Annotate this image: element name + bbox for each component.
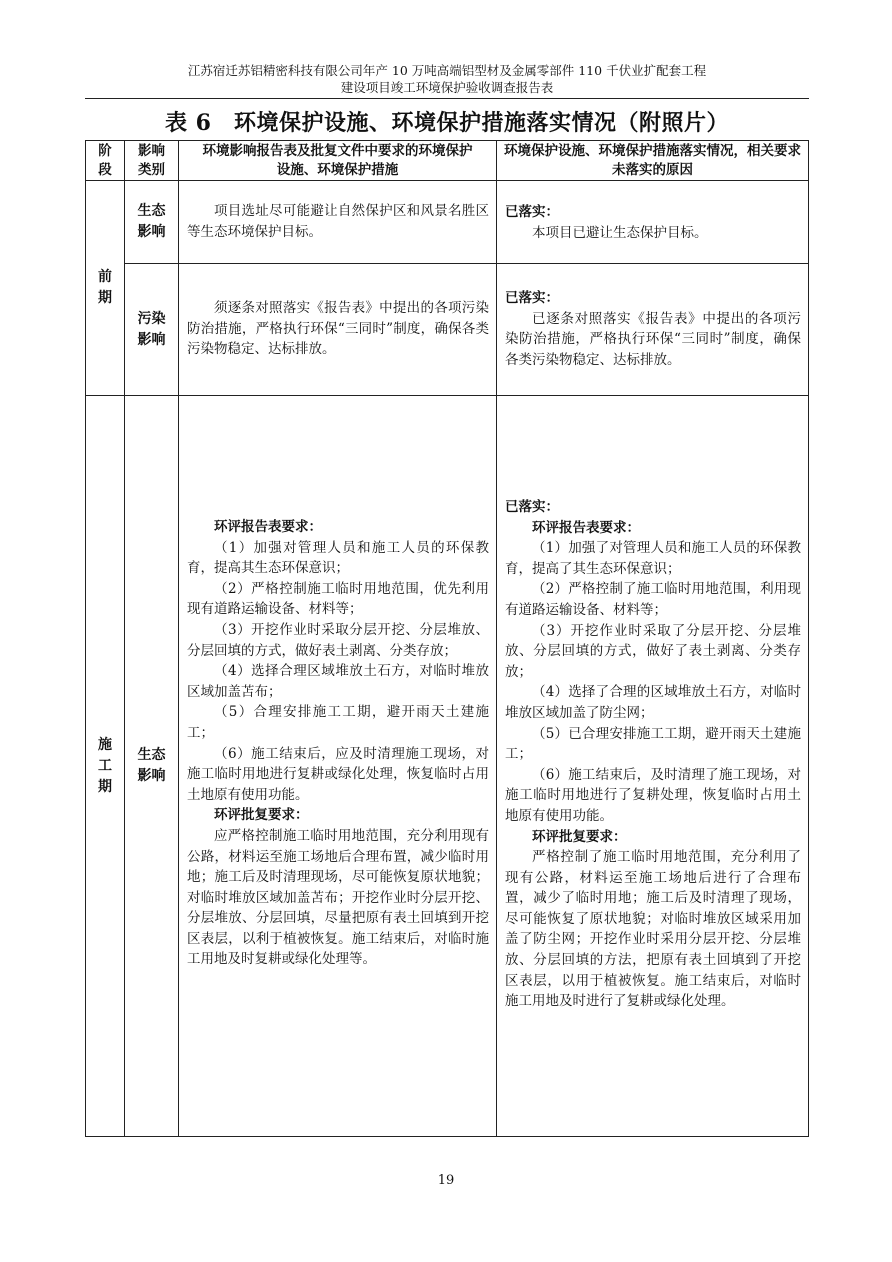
stage-cell-preliminary: 前期: [86, 181, 125, 396]
stage-cell-construction: 施工期: [86, 396, 125, 1137]
implementation-cell: 已落实： 已逐条对照落实《报告表》中提出的各项污染防治措施，严格执行环保“三同时”制度，确保各类污染物稳定、达标排放。: [497, 264, 809, 396]
table-row: [86, 264, 809, 396]
col-header-stage: 阶段: [86, 141, 125, 181]
page-number: 19: [437, 1173, 455, 1188]
category-cell: 污染影响: [125, 264, 179, 396]
document-header: [85, 62, 809, 96]
table-row: [86, 396, 809, 1137]
col-header-requirement: 环境影响报告表及批复文件中要求的环境保护设施、环境保护措施: [179, 141, 497, 181]
requirement-cell: 项目选址尽可能避让自然保护区和风景名胜区等生态环境保护目标。: [179, 181, 497, 264]
measures-table: [85, 140, 809, 1137]
implementation-cell: 已落实： 本项目已避让生态保护目标。: [497, 181, 809, 264]
col-header-category: 影响类别: [125, 141, 179, 181]
category-cell: 生态影响: [125, 396, 179, 1137]
header-line-2: 建设项目竣工环境保护验收调查报告表: [340, 80, 554, 95]
requirement-cell: 须逐条对照落实《报告表》中提出的各项污染防治措施，严格执行环保“三同时”制度，确保各类污染物稳定、达标排放。: [179, 264, 497, 396]
table-header-row: [86, 141, 809, 181]
implementation-cell: 已落实： 环评报告表要求： （1）加强了对管理人员和施工人员的环保教育，提高了其生态环保意识； （2）严格控制了施工临时用地范围，利用现有道路运输设备、材料等； （3）开挖作业时采取了分层开挖、分层堆放、分层回填的方式，做好了表土剥离、分类存放； （4）选择了合理的区域堆放土石方，对临时堆放区域加盖了防尘网； （5）已合理安排施工工期，避开雨天土建施工； （6）施工结束后，及时清理了施工现场，对施工临时用地进行了复耕处理，恢复临时占用土地原有使用功能。 环评批复要求： 严格控制了施工临时用地范围，充分利用了现有公路，材料运至施工场地后进行了合理布置，减少了临时用地；施工后及时清理了现场，尽可能恢复了原状地貌；对临时堆放区域采用加盖了防尘网；开挖作业时采用分层开挖、分层堆放、分层回填的方法，把原有表土回填到了开挖区表层，以用于植被恢复。施工结束后，对临时施工用地及时进行了复耕或绿化处理。: [497, 396, 809, 1137]
header-rule: [85, 98, 809, 99]
table-title: 表 6 环境保护设施、环境保护措施落实情况（附照片）: [165, 110, 729, 136]
requirement-cell: 环评报告表要求： （1）加强对管理人员和施工人员的环保教育，提高其生态环保意识； （2）严格控制施工临时用地范围，优先利用现有道路运输设备、材料等； （3）开挖作业时采取分层开挖、分层堆放、分层回填的方式，做好表土剥离、分类存放； （4）选择合理区域堆放土石方，对临时堆放区域加盖苫布； （5）合理安排施工工期，避开雨天土建施工； （6）施工结束后，应及时清理施工现场，对施工临时用地进行复耕或绿化处理，恢复临时占用土地原有使用功能。 环评批复要求： 应严格控制施工临时用地范围，充分利用现有公路，材料运至施工场地后合理布置，减少临时用地；施工后及时清理现场，尽可能恢复原状地貌；对临时堆放区域加盖苫布；开挖作业时分层开挖、分层堆放、分层回填，尽量把原有表土回填到开挖区表层，以利于植被恢复。施工结束后，对临时施工用地及时复耕或绿化处理等。: [179, 396, 497, 1137]
table-row: [86, 181, 809, 264]
col-header-implementation: 环境保护设施、环境保护措施落实情况，相关要求未落实的原因: [497, 141, 809, 181]
category-cell: 生态影响: [125, 181, 179, 264]
header-line-1: 江苏宿迁苏铝精密科技有限公司年产 10 万吨高端铝型材及金属零部件 110 千伏业扩配套工程: [187, 63, 707, 78]
